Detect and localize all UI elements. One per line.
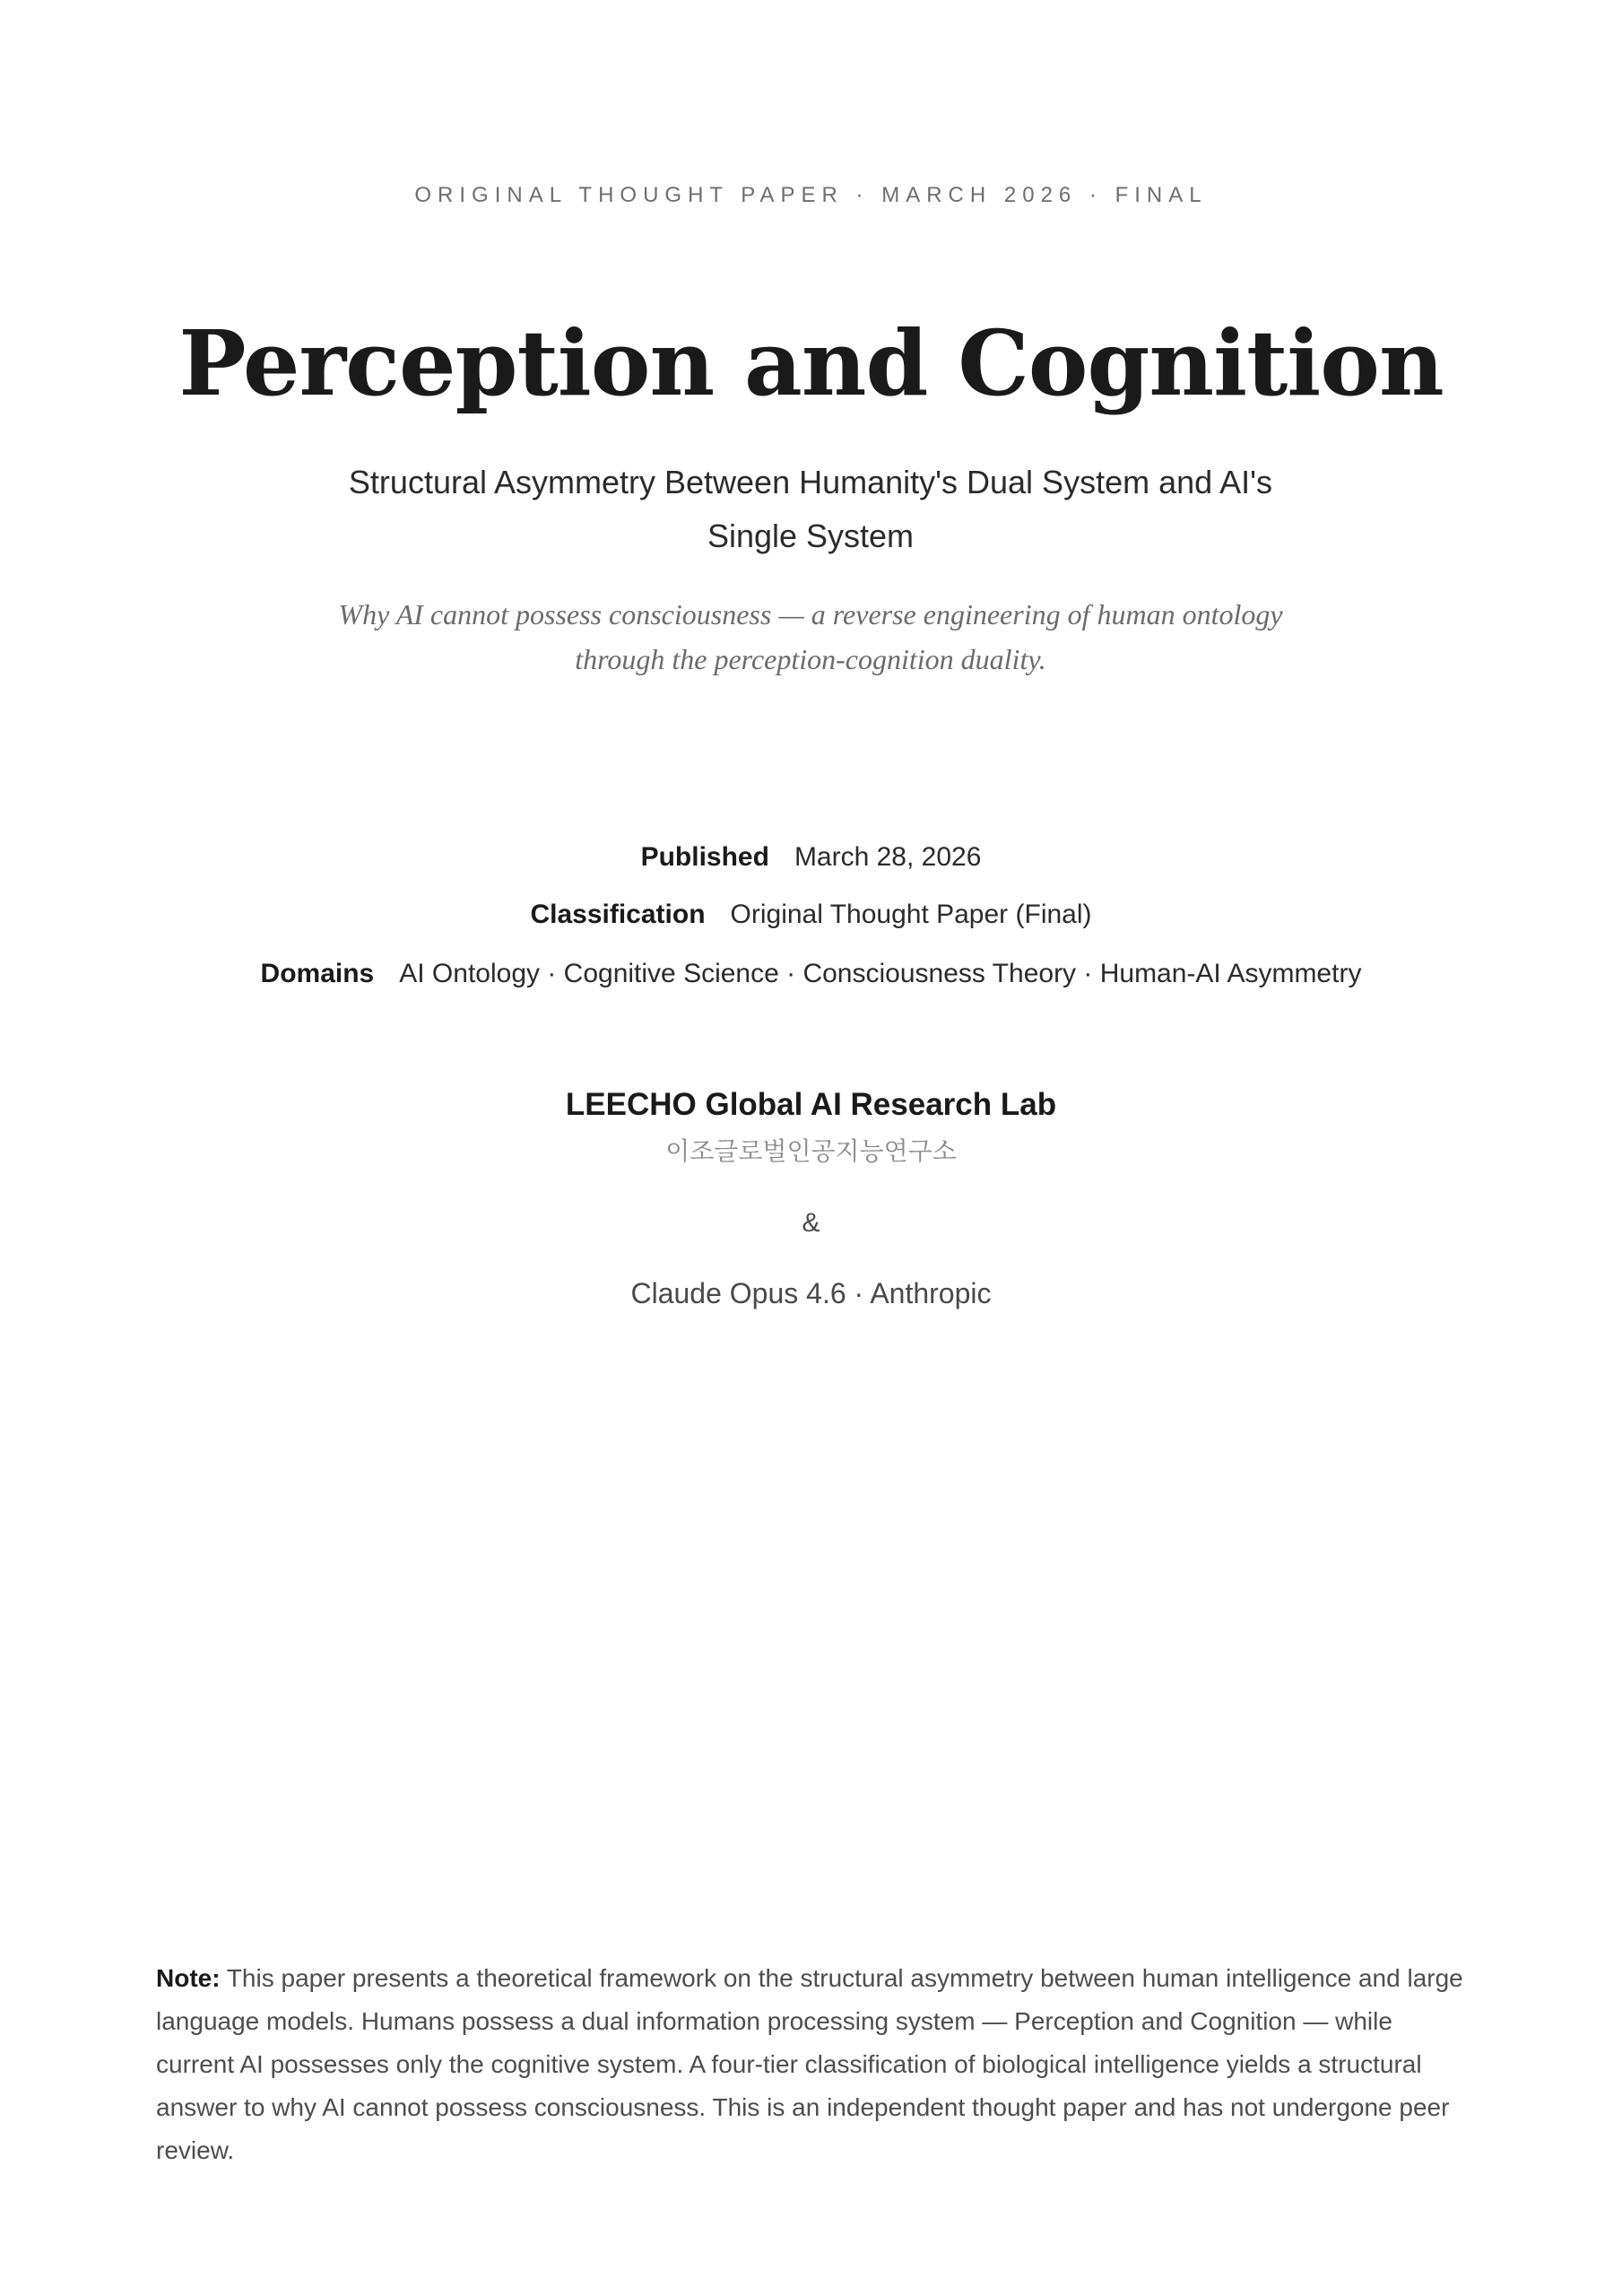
author-partner: Claude Opus 4.6 · Anthropic [630,1277,992,1309]
note-text: This paper presents a theoretical framework on the structural asymmetry between human intelligence and large language models. Humans possess a dual information processing system — Perception and Cognition — while current AI possesses only the cognitive system. A four-tier classification of biological intelligence yields a structural answer to why AI cannot possess consciousness. This is an independent thought paper and has not undergone peer review. [156,1964,1463,2164]
author-lab-name: LEECHO Global AI Research Lab [565,1087,1057,1122]
paper-eyebrow: ORIGINAL THOUGHT PAPER · MARCH 2026 · FINAL [414,183,1208,207]
paper-subtitle: Structural Asymmetry Between Humanity's Dual System and AI's Single System [348,464,1273,554]
meta-published [0,839,1622,875]
paper-tagline: Why AI cannot possess consciousness — a reverse engineering of human ontology through the perception-cognition duality. [338,598,1283,675]
meta-domains [0,956,1622,992]
paper-note [156,1957,1466,2172]
meta-classification-value: Original Thought Paper (Final) [730,900,1092,929]
note-label: Note: [156,1964,221,1992]
author-lab-name-korean: 이조글로벌인공지능연구소 [665,1136,957,1166]
meta-classification-label: Classification [530,900,706,929]
meta-domains-value: AI Ontology · Cognitive Science · Consciousness Theory · Human-AI Asymmetry [399,959,1362,988]
meta-domains-label: Domains [260,959,375,988]
paper-title: Perception and Cognition [178,310,1444,416]
meta-published-label: Published [640,842,769,872]
meta-published-value: March 28, 2026 [794,842,982,872]
meta-classification [0,897,1622,933]
author-ampersand: & [802,1208,820,1238]
